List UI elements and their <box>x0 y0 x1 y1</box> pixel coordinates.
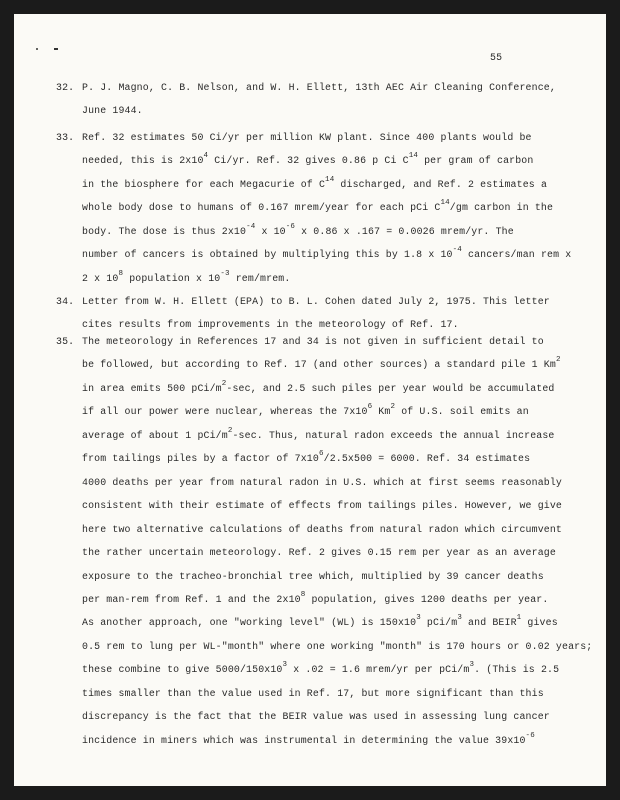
entry-number: 33. <box>56 132 75 143</box>
text-run: body. The dose is thus 2x10 <box>82 225 247 237</box>
text-run: -sec. Thus, natural radon exceeds the annual increase <box>232 429 555 441</box>
text-run: cancers/man rem x <box>461 249 572 261</box>
text-run: times smaller than the value used in Ref. 17, but more significant than this <box>82 687 544 699</box>
text-run: x 0.86 x .167 = 0.0026 mrem/yr. The <box>295 225 514 237</box>
document-page <box>14 14 606 786</box>
superscript: 14 <box>325 175 335 184</box>
text-run: The meteorology in References 17 and 34 is not given in sufficient detail to <box>82 336 544 347</box>
text-run: be followed, but according to Ref. 17 (and other sources) a standard pile 1 Km <box>82 359 556 371</box>
superscript: 8 <box>300 590 306 599</box>
text-line <box>82 477 562 489</box>
text-run: per gram of carbon <box>418 155 534 167</box>
page-number: 55 <box>490 52 503 63</box>
text-run: discrepancy is the fact that the BEIR value was used in assessing lung cancer <box>82 711 550 723</box>
text-line <box>82 105 143 117</box>
text-line <box>82 296 550 308</box>
text-run: the rather uncertain meteorology. Ref. 2 gives 0.15 rem per year as an average <box>82 547 556 559</box>
text-line <box>82 711 550 723</box>
superscript: 3 <box>469 661 475 670</box>
text-line <box>82 379 555 395</box>
superscript: 8 <box>118 269 124 278</box>
superscript: 4 <box>203 152 209 161</box>
text-line <box>82 319 459 331</box>
text-run: . (This is 2.5 <box>474 664 560 676</box>
text-line <box>82 246 572 261</box>
text-run: of U.S. soil emits an <box>395 406 529 418</box>
superscript: 3 <box>416 614 421 623</box>
entry-number: 35. <box>56 336 75 347</box>
entry-number: 32. <box>56 82 75 93</box>
text-line <box>82 614 558 629</box>
text-line <box>82 547 556 559</box>
text-line <box>82 426 555 442</box>
text-line <box>82 222 514 238</box>
text-run: Km <box>372 406 391 418</box>
text-line <box>82 571 544 583</box>
superscript: 14 <box>440 199 450 208</box>
speck-mark <box>54 48 58 50</box>
superscript: 6 <box>367 403 373 412</box>
superscript: -4 <box>452 246 462 255</box>
superscript: 14 <box>408 152 419 161</box>
text-run: in area emits 500 pCi/m <box>82 382 222 394</box>
text-line <box>82 82 556 94</box>
text-run: and BEIR <box>461 617 517 629</box>
text-run: in the biosphere for each Megacurie of C <box>82 178 326 190</box>
text-line <box>82 731 535 747</box>
text-run: whole body dose to humans of 0.167 mrem/year for each pCi C <box>82 202 441 214</box>
superscript: 3 <box>457 614 462 623</box>
entry-number: 34. <box>56 296 75 307</box>
speck-mark <box>36 48 38 50</box>
text-line <box>82 132 532 144</box>
text-run: /2.5x500 = 6000. Ref. 34 estimates <box>323 453 531 465</box>
text-line <box>82 152 534 167</box>
text-line <box>82 199 554 214</box>
text-run: 2 x 10 <box>82 272 119 284</box>
superscript: 2 <box>390 403 396 412</box>
text-run: x .02 = 1.6 mrem/yr per pCi/m <box>287 664 470 676</box>
text-line <box>82 688 544 700</box>
text-run: Letter from W. H. Ellett (EPA) to B. L. Cohen dated July 2, 1975. This letter <box>82 296 550 307</box>
text-line <box>82 356 561 371</box>
superscript: 2 <box>227 426 233 435</box>
text-line <box>82 524 562 536</box>
text-run: population, gives 1200 deaths per year. <box>305 593 549 605</box>
text-run: needed, this is 2x10 <box>82 155 204 167</box>
text-run: 4000 deaths per year from natural radon in U.S. which at first seems reasonably <box>82 476 563 488</box>
text-run: x 10 <box>255 225 286 237</box>
text-run: discharged, and Ref. 2 estimates a <box>334 178 548 190</box>
superscript: -6 <box>285 222 296 231</box>
text-run: /gm carbon in the <box>449 202 554 214</box>
text-run: pCi/m <box>420 617 458 629</box>
text-run: 0.5 rem to lung per WL-"month" where one working "month" is 170 hours or 0.02 years; <box>82 640 593 652</box>
text-run: cites results from improvements in the meteorology of Ref. 17. <box>82 319 459 331</box>
text-run: these combine to give 5000/150x10 <box>82 664 283 676</box>
text-run: if all our power were nuclear, whereas the 7x10 <box>82 406 368 418</box>
text-line <box>82 500 562 512</box>
text-run: Ref. 32 estimates 50 Ci/yr per million KW plant. Since 400 plants would be <box>82 132 532 143</box>
text-run: here two alternative calculations of deaths from natural radon which circumvent <box>82 523 563 535</box>
text-run: gives <box>521 617 558 629</box>
superscript: -4 <box>246 222 256 231</box>
text-run: population x 10 <box>123 272 221 284</box>
superscript: -3 <box>220 269 230 278</box>
text-run: consistent with their estimate of effects from tailings piles. However, we give <box>82 500 563 512</box>
text-run: from tailings piles by a factor of 7x10 <box>82 453 319 465</box>
text-run: P. J. Magno, C. B. Nelson, and W. H. Ellett, 13th AEC Air Cleaning Conference, <box>82 82 556 93</box>
superscript: 2 <box>555 356 561 365</box>
text-line <box>82 336 544 348</box>
superscript: 6 <box>318 450 324 459</box>
text-line <box>82 590 549 606</box>
superscript: 3 <box>282 661 288 670</box>
text-run: incidence in miners which was instrumental in determining the value 39x10 <box>82 734 526 746</box>
text-line <box>82 450 531 465</box>
superscript: 1 <box>516 614 522 623</box>
text-run: As another approach, one "working level" (WL) is 150x10 <box>82 617 417 629</box>
text-line <box>82 403 529 418</box>
superscript: -6 <box>525 731 535 740</box>
text-run: per man-rem from Ref. 1 and the 2x10 <box>82 593 301 605</box>
text-line <box>82 269 291 285</box>
text-run: exposure to the tracheo-bronchial tree which, multiplied by 39 cancer deaths <box>82 570 544 582</box>
text-run: number of cancers is obtained by multiplying this by 1.8 x 10 <box>82 249 453 261</box>
text-run: average of about 1 pCi/m <box>82 429 228 441</box>
text-run: Ci/yr. Ref. 32 gives 0.86 p Ci C <box>208 155 409 167</box>
text-line <box>82 175 548 191</box>
text-run: rem/mrem. <box>229 272 291 284</box>
text-run: June 1944. <box>82 105 143 117</box>
text-line <box>82 641 592 653</box>
text-line <box>82 661 560 676</box>
text-run: -sec, and 2.5 such piles per year would be accumulated <box>226 382 555 394</box>
superscript: 2 <box>221 379 227 388</box>
